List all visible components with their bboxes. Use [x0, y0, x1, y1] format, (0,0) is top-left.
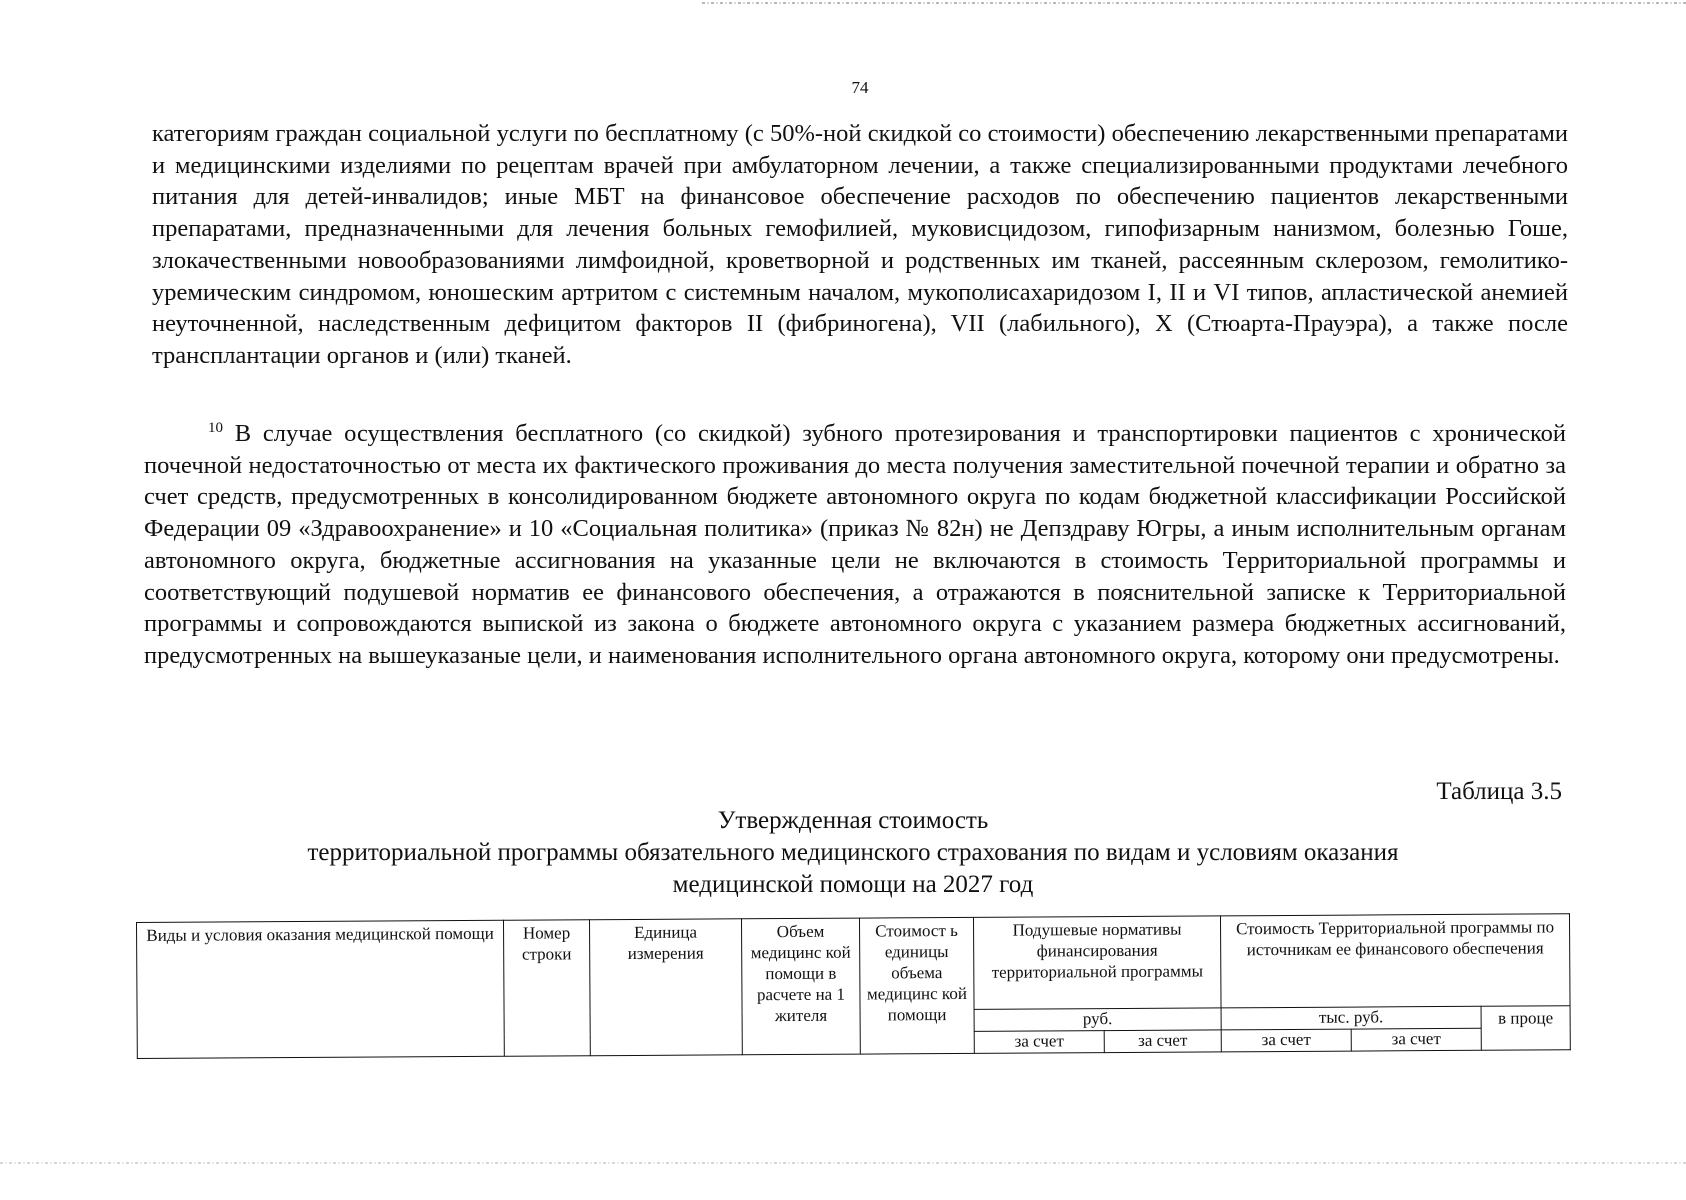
table-title-line-3: медицинской помощи на 2027 год: [672, 871, 1034, 898]
header-per-capita-sub-2: за счет: [1104, 1030, 1221, 1053]
table-header-row-1: [137, 914, 1571, 1015]
header-unit: Единица измерения: [589, 919, 742, 1056]
scan-noise-line-bottom: [0, 1162, 1686, 1164]
header-cost-sub-1: за счет: [1221, 1029, 1351, 1052]
table-title: [0, 805, 1686, 901]
paragraph-text: категориям граждан социальной услуги по бесплатному (с 50%-ной скидкой со стоимости) обеспечению лекарственными препаратами и медицинскими изделиями по рецептам врачей при амбулаторном лечении, а также специализированными продуктами лечебного питания для детей-инвалидов; иные МБТ на финансовое обеспечение расходов по обеспечению пациентов лекарственными препаратами, предназначенными для лечения больных гемофилией, муковисцидозом, гипофизарным нанизмом, болезнью Гоше, злокачественными новообразованиями лимфоидной, кроветворной и родственных им тканей, рассеянным склерозом, гемолитико-уремическим синдромом, юношеским артритом с системным началом, мукополисахаридозом I, II и VI типов, апластической анемией неуточненной, наследственным дефицитом факторов II (фибриногена), VII (лабильного), X (Стюарта-Прауэра), а также после трансплантации органов и (или) тканей.: [152, 120, 1568, 369]
header-percent: в проце: [1481, 1006, 1570, 1051]
header-per-capita-unit: руб.: [974, 1008, 1221, 1032]
header-per-capita-sub-1: за счет: [974, 1031, 1104, 1054]
footnote-body: В случае осуществления бесплатного (со скидкой) зубного протезирования и транспортировки пациентов с хронической почечной недостаточностью от места их фактического проживания до места получения заместительной почечной терапии и обратно за счет средств, предусмотренных в консолидированном бюджете автономного округа по кодам бюджетной классификации Российской Федерации 09 «Здравоохранение» и 10 «Социальная политика» (приказ № 82н) не Депздраву Югры, а иным исполнительным органам автономного округа, бюджетные ассигнования на указанные цели не включаются в стоимость Территориальной программы и соответствующий подушевой норматив ее финансового обеспечения, а отражаются в пояснительной записке к Территориальной программы и сопровождаются выпиской из закона о бюджете автономного округа с указанием размера бюджетных ассигнований, предусмотренных на вышеуказаные цели, и наименования исполнительного органа автономного округа, которому они предусмотрены.: [144, 420, 1566, 669]
page-number: 74: [851, 78, 869, 97]
header-unit-cost: Стоимост ь единицы объема медицинс кой помощи: [859, 917, 974, 1054]
table-title-line-1: Утвержденная стоимость: [717, 807, 989, 834]
table-number-label: Таблица 3.5: [1436, 778, 1562, 805]
table-title-line-2: территориальной программы обязательного медицинского страхования по видам и условиям оказания: [307, 839, 1399, 866]
header-volume: Объем медицинс кой помощи в расчете на 1 жителя: [741, 918, 860, 1055]
header-cost-by-source: Стоимость Территориальной программы по источникам ее финансового обеспечения: [1220, 914, 1570, 1008]
header-per-capita: Подушевые нормативы финансирования территориальной программы: [973, 916, 1221, 1010]
footnote-marker: 10: [208, 420, 223, 436]
paragraph-continuation: [152, 118, 1568, 372]
footnote-paragraph: [144, 418, 1566, 672]
footnote-text: [144, 418, 1566, 672]
header-cost-sub-2: за счет: [1351, 1028, 1481, 1051]
cost-table: [136, 913, 1571, 1059]
header-kinds: Виды и условия оказания медицинской помощи: [137, 920, 505, 1058]
header-row-number: Номер строки: [503, 920, 590, 1057]
scan-stamp-line-top: [702, 2, 1686, 4]
header-cost-unit: тыс. руб.: [1221, 1006, 1481, 1030]
